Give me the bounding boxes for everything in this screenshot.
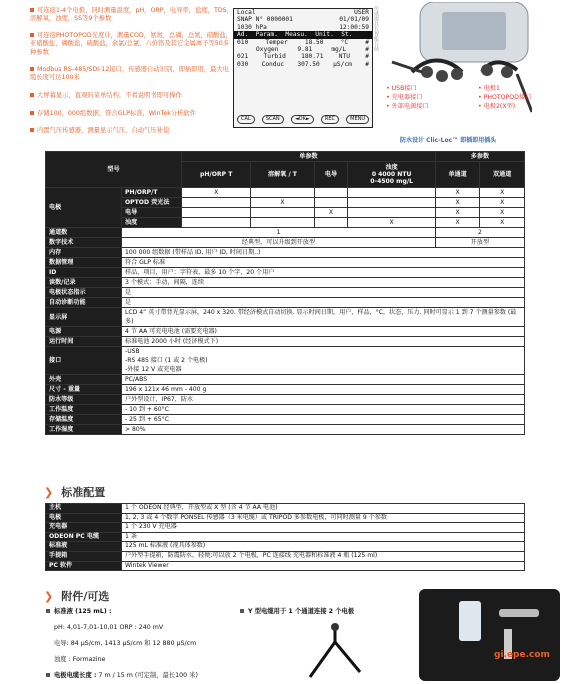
config-row xyxy=(46,561,525,571)
config-row xyxy=(46,504,525,514)
spec-label: 通道数 xyxy=(46,228,122,238)
lcd-buttons xyxy=(237,115,369,124)
spec-label: 电极状态指示 xyxy=(46,288,122,298)
menu-button[interactable]: MENU xyxy=(346,115,369,124)
config-label: 手提箱 xyxy=(46,551,122,561)
multi-param-header: 多参数 xyxy=(435,152,524,162)
spec-row xyxy=(46,347,525,375)
spec-label: 接口 xyxy=(46,347,122,375)
spec-label: 数据管理 xyxy=(46,258,122,268)
spec-label: 自动诊断功能 xyxy=(46,298,122,308)
probe-mark xyxy=(251,218,314,228)
config-value: 1 个 230 V 充电器 xyxy=(122,523,525,533)
spec-label: 运行时间 xyxy=(46,337,122,347)
spec-value: 开放型 xyxy=(435,238,524,248)
spec-value: 2 xyxy=(435,228,524,238)
spec-label: 尺寸 - 重量 xyxy=(46,385,122,395)
spec-value: 4 节 AA 可充电电池 (需要充电器) xyxy=(122,327,525,337)
probe-mark: X xyxy=(348,218,435,228)
probe-mark: X xyxy=(314,208,348,218)
spec-row xyxy=(46,258,525,268)
probe-mark: X xyxy=(480,188,525,198)
spec-table: 型号 单参数 多参数 pH/ORP T 溶解氧 / T 电导 浊度 0 4000 NTU 0-4500 mg/L 单通道 双通道 电极 PH/ORP/T X X X OPTOD 荧光法 X X X 电导 X X X 浊度 X X X 通道数 1 2 数字技术 经典型，可以升级到开放型 开放型 内存 100 000 组数据 (带样品 ID, 用户 ID, 时间日期..) 数据管理 符合 GLP 标准 ID 样品，项目，用户：字符表，最多 10 个字，20 个用户 读数/记录 3 个模式：手动，间隔，连续 电极状态指示 是 自动诊断功能 是 显示屏 LCD 4” 英寸带背光显示屏，240 x 320. 带经济模式自动切换. 显示时间日期，用户，样品，°C，状态，压力. 同时可显示 1 到 7 个测量参数 (最多) 电源 4 节 AA 可充电电池 (需要充电器) 运行时间 标准电池 2000 小时 (经济模式下) 接口 -USB -RS 485 接口 (1 或 2 个电极) -外接 12 V 或充电器 外壳 PC/ABS 尺寸 - 重量 196 x 121x 46 mm - 400 g 防水等级 户外型设计，IP67，防水 工作温度 - 10 到 + 60°C 存储温度 - 25 到 + 65°C 工作湿度 > 80% xyxy=(45,151,525,435)
spec-row xyxy=(46,298,525,308)
spec-row xyxy=(46,238,525,248)
rec-button[interactable]: REC xyxy=(321,115,339,124)
probe-mark xyxy=(348,198,435,208)
spec-row xyxy=(46,425,525,435)
carrying-case-image xyxy=(419,589,560,681)
probe-mark: X xyxy=(182,188,251,198)
feature-item: 大屏幕显示，直观的菜单结构，不看说明书即可操作 xyxy=(30,92,235,100)
spec-value: 符合 GLP 标准 xyxy=(122,258,525,268)
spec-value: PC/ABS xyxy=(122,375,525,385)
spec-label: 工作温度 xyxy=(46,405,122,415)
probe-mark xyxy=(348,188,435,198)
feature-item: 存储100，000组数据，符合GLP标准，WinTek分析软件 xyxy=(30,110,235,118)
probe-mark xyxy=(314,188,348,198)
feature-item: Modbus RS-485/SDI-12接口，传感器自动识别，即插即用，最大电缆长度可达100米 xyxy=(30,66,229,82)
model-header: 型号 xyxy=(46,152,182,188)
spec-label: 内存 xyxy=(46,248,122,258)
config-row xyxy=(46,513,525,523)
spec-label: 工作湿度 xyxy=(46,425,122,435)
spec-value: 样品，项目，用户：字符表，最多 10 个字，20 个用户 xyxy=(122,268,525,278)
spec-label: 读数/记录 xyxy=(46,278,122,288)
probe-name: 电导 xyxy=(122,208,182,218)
device-image xyxy=(382,2,532,132)
probe-name: 浊度 xyxy=(122,218,182,228)
spec-value: -USB -RS 485 接口 (1 或 2 个电极) -外接 12 V 或充电器 xyxy=(122,347,525,375)
feature-item: 内置气压传感器，测量显示气压，自动气压补偿 xyxy=(30,127,235,135)
lcd-reading-row: 010 Temper 18.50 °C # xyxy=(237,38,369,46)
feature-item: 可连接1-4个电极，同时测量温度，pH，ORP，电导率，盐度，TDS，溶解氧，浊度，SS等9个参数 xyxy=(30,7,233,23)
config-label: 电极 xyxy=(46,513,122,523)
probe-mark xyxy=(182,208,251,218)
lcd-screen: Local USER SNAP N° 0000001 01/01/09 1030 hPa 12:00:59 Ad. Param. Measu. Unit. St. 010 Temper 18.50 °C # Oxygen 9.81 mg/L # 021 Turbid 180.71 NTU # 030 Conduc 307.50 µS/cm # CAL SCAN ◄OK► REC MENU xyxy=(233,8,373,128)
spec-value: 1 xyxy=(122,228,436,238)
spec-value: LCD 4” 英寸带背光显示屏，240 x 320. 带经济模式自动切换. 显示时间日期，用户，样品，°C，状态，压力. 同时可显示 1 到 7 个测量参数 (最多) xyxy=(122,308,525,327)
single-param-header: 单参数 xyxy=(182,152,436,162)
config-row xyxy=(46,523,525,533)
probe-mark: X xyxy=(435,208,480,218)
spec-label: 防水等级 xyxy=(46,395,122,405)
spec-value: 196 x 121x 46 mm - 400 g xyxy=(122,385,525,395)
feature-item: 可连接PHOTOPOD光度计，测量COD，氨氮，总磷，总氮，硝酸盐，亚硝酸盐，磷酸盐，硫酸盐，余氯/总氯，六价铬及其它金属离子等50多种参数 xyxy=(30,32,232,56)
device-labels-right: • 电极1 • PHOTOPOD接口 • 电极2(X型) xyxy=(478,85,532,110)
config-label: 标准液 xyxy=(46,542,122,552)
config-label: PC 软件 xyxy=(46,561,122,571)
config-row xyxy=(46,542,525,552)
spec-row xyxy=(46,337,525,347)
probe-mark: X xyxy=(435,188,480,198)
ok-button[interactable]: ◄OK► xyxy=(291,115,314,124)
spec-row xyxy=(46,405,525,415)
spec-row xyxy=(46,385,525,395)
spec-value: 100 000 组数据 (带样品 ID, 用户 ID, 时间日期..) xyxy=(122,248,525,258)
spec-value: > 80% xyxy=(122,425,525,435)
accessories-list: 标准液 (125 mL) : pH: 4,01-7,01-10,01 ORP : 240 mV 电导: 84 µS/cm, 1413 µS/cm 和 12 880 µS/cm 浊度 : Formazine 电极电缆长度 : 7 m / 15 m (可定制，最长100 米) xyxy=(46,604,198,684)
probe-mark: X xyxy=(480,208,525,218)
device-labels-left: • USB接口 • 充电器接口 • 外部电源接口 xyxy=(386,85,429,110)
config-row xyxy=(46,551,525,561)
config-value: 户外型手提箱，防震防水，轻便;可以放 2 个电极，PC 连接线 充电器和标准液 4 瓶 (125 ml) xyxy=(122,551,525,561)
lcd-header: Ad. Param. Measu. Unit. St. xyxy=(234,31,372,38)
spec-row xyxy=(46,228,525,238)
spec-label: 存储温度 xyxy=(46,415,122,425)
spec-value: 是 xyxy=(122,298,525,308)
probe-mark: X xyxy=(435,218,480,228)
spec-label: 电源 xyxy=(46,327,122,337)
arrow-icon: ❯ xyxy=(44,589,54,603)
arrow-icon: ❯ xyxy=(44,485,54,499)
probe-mark: X xyxy=(435,198,480,208)
cal-button[interactable]: CAL xyxy=(237,115,255,124)
standard-config-title: ❯ 标准配置 xyxy=(44,485,106,499)
config-label: 主机 xyxy=(46,504,122,514)
spec-label: 显示屏 xyxy=(46,308,122,327)
config-label: 充电器 xyxy=(46,523,122,533)
spec-row xyxy=(46,288,525,298)
config-value: 1 个 ODEON 经典型，开放型或 X 型 (含 4 节 AA 电池) xyxy=(122,504,525,514)
spec-row xyxy=(46,375,525,385)
probe-mark: X xyxy=(480,198,525,208)
spec-label: 外壳 xyxy=(46,375,122,385)
watermark: gi.epe.com xyxy=(494,650,550,660)
spec-row xyxy=(46,278,525,288)
probe-mark: X xyxy=(251,198,314,208)
lcd-reading-row: 021 Turbid 180.71 NTU # xyxy=(237,53,369,61)
standard-config-table xyxy=(45,503,525,571)
spec-row xyxy=(46,268,525,278)
probe-mark xyxy=(314,218,348,228)
scan-button[interactable]: SCAN xyxy=(262,115,284,124)
spec-value: 标准电池 2000 小时 (经济模式下) xyxy=(122,337,525,347)
config-value: Wintek Viewer xyxy=(122,561,525,571)
config-value: 125 mL 标准液 (视具体参数) xyxy=(122,542,525,552)
config-value: 1 条 xyxy=(122,532,525,542)
probe-mark xyxy=(251,188,314,198)
spec-value: 是 xyxy=(122,288,525,298)
probe-mark xyxy=(348,208,435,218)
spec-row xyxy=(46,327,525,337)
y-cable-image xyxy=(300,622,370,682)
probe-name: PH/ORP/T xyxy=(122,188,182,198)
probe-row xyxy=(46,188,525,198)
config-label: ODEON PC 电缆 xyxy=(46,532,122,542)
spec-label: 数字技术 xyxy=(46,238,122,248)
probe-mark xyxy=(182,198,251,208)
probe-mark xyxy=(251,208,314,218)
spec-value: 3 个模式：手动，间隔，连续 xyxy=(122,278,525,288)
device-caption: 防水设计 Clic-Loc™ 即插即用插头 xyxy=(400,137,497,144)
lcd-reading-row: 030 Conduc 307.50 µS/cm # xyxy=(237,60,369,68)
probe-mark xyxy=(182,218,251,228)
spec-row xyxy=(46,415,525,425)
accessories-title: ❯ 附件/可选 xyxy=(44,589,110,603)
probe-mark: X xyxy=(480,218,525,228)
spec-row xyxy=(46,248,525,258)
spec-row xyxy=(46,395,525,405)
spec-value: 户外型设计，IP67，防水 xyxy=(122,395,525,405)
spec-value: - 25 到 + 65°C xyxy=(122,415,525,425)
spec-value: - 10 到 + 60°C xyxy=(122,405,525,415)
spec-value: 经典型，可以升级到开放型 xyxy=(122,238,436,248)
probe-mark xyxy=(314,198,348,208)
spec-label: ID xyxy=(46,268,122,278)
lcd-reading-row: Oxygen 9.81 mg/L # xyxy=(256,46,369,54)
spec-row xyxy=(46,308,525,327)
y-cable-item: Y 型电缆用于 1 个通道连接 2 个电极 xyxy=(240,604,354,620)
electrode-label: 电极 xyxy=(46,188,122,228)
config-row xyxy=(46,532,525,542)
probe-name: OPTOD 荧光法 xyxy=(122,198,182,208)
config-value: 1, 2, 3 或 4 个数字 PONSEL 传感器（3 米电缆）或 TRIPOD 多参数电极，可同时测量 9 个参数 xyxy=(122,513,525,523)
side-label: 传感器具有智能存储 xyxy=(373,6,379,51)
